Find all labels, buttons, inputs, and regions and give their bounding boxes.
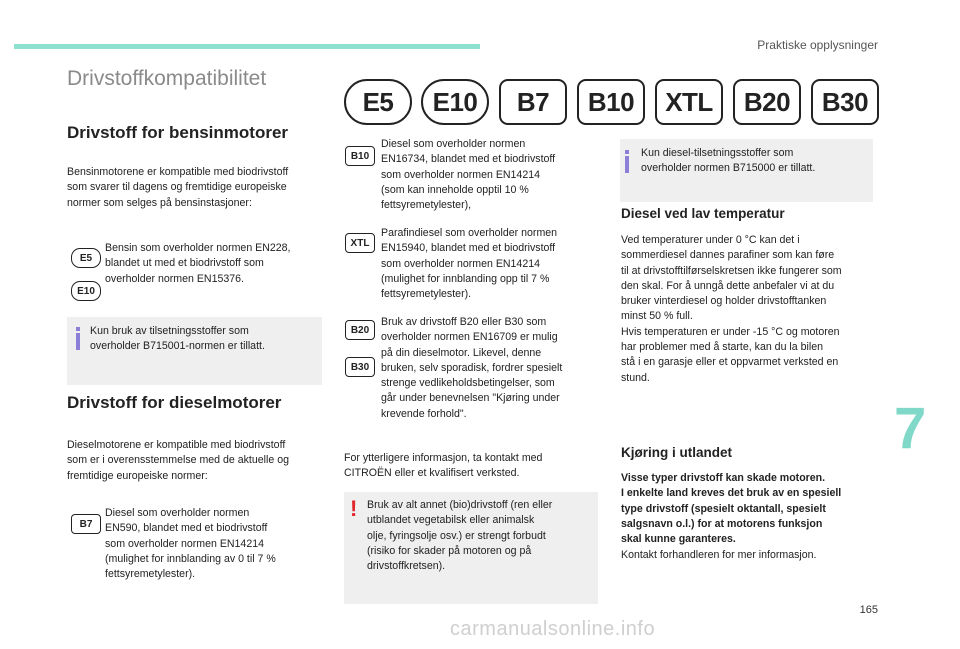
diesel-intro: Dieselmotorene er kompatible med biodrivstoff som er i overensstemmelse med de aktuelle og fremtidige europeiske normer: bbox=[67, 439, 289, 482]
header-accent-bar bbox=[14, 44, 480, 49]
low-temp-heading: Diesel ved lav temperatur bbox=[621, 206, 785, 221]
badge-e5: E5 bbox=[71, 248, 101, 268]
fuel-badge-xtl: XTL bbox=[655, 79, 723, 125]
badge-xtl: XTL bbox=[345, 233, 375, 253]
chapter-number: 7 bbox=[894, 396, 927, 461]
fuel-badge-b7: B7 bbox=[499, 79, 567, 125]
fuel-badge-b30: B30 bbox=[811, 79, 879, 125]
b20-b30-description: Bruk av drivstoff B20 eller B30 som overholder normen EN16709 er mulig på din dieselmotor. Likevel, denne bruken, selv sporadisk, fordrer spesielt strenge vedlikeholdsbetingelser, som går under benevnelsen "Kjøring under krevende forhold". bbox=[381, 316, 563, 420]
fuel-badge-b10: B10 bbox=[577, 79, 645, 125]
badge-e10: E10 bbox=[71, 281, 101, 301]
abroad-bold-text: Visse typer drivstoff kan skade motoren. I enkelte land kreves det bruk av en spesiell type drivstoff (spesielt oktantall, spesielt salgsnavn o.l.) for at motorens funksjon skal kunne garanteres. bbox=[621, 472, 842, 546]
petrol-additive-note bbox=[67, 317, 322, 385]
warning-icon: ! bbox=[350, 496, 358, 521]
page-title: Drivstoffkompatibilitet bbox=[67, 67, 267, 90]
note-text: Kun diesel-tilsetningsstoffer som overholder normen B715000 er tillatt. bbox=[641, 147, 816, 175]
diesel-heading: Drivstoff for dieselmotorer bbox=[67, 393, 282, 412]
badge-b10: B10 bbox=[345, 146, 375, 166]
fuel-badge-e10: E10 bbox=[421, 79, 489, 125]
more-info-text: For ytterligere informasjon, ta kontakt med CITROËN eller et kvalifisert verksted. bbox=[344, 452, 543, 480]
b10-description: Diesel som overholder normen EN16734, blandet med et biodrivstoff som overholder normen EN14214 (som kan inneholde opptil 10 % fettsyremetylester), bbox=[381, 138, 556, 212]
info-icon bbox=[76, 327, 80, 350]
page-number: 165 bbox=[859, 604, 878, 616]
watermark: carmanualsonline.info bbox=[450, 618, 656, 640]
b7-description: Diesel som overholder normen EN590, blandet med et biodrivstoff som overholder normen EN14214 (mulighet for innblanding av 0 til 7 % fettsyremetylester). bbox=[105, 507, 276, 581]
petrol-heading: Drivstoff for bensinmotorer bbox=[67, 123, 289, 142]
badge-b20: B20 bbox=[345, 320, 375, 340]
xtl-description: Parafindiesel som overholder normen EN15940, blandet med et biodrivstoff som overholder normen EN14214 (mulighet for innblanding opp til 7 % fettsyremetylester). bbox=[381, 227, 558, 301]
badge-b30: B30 bbox=[345, 357, 375, 377]
abroad-heading: Kjøring i utlandet bbox=[621, 445, 732, 460]
note-text: Kun bruk av tilsetningsstoffer som overholder B715001-normen er tillatt. bbox=[90, 325, 265, 353]
fuel-badge-b20: B20 bbox=[733, 79, 801, 125]
fuel-badge-e5: E5 bbox=[344, 79, 412, 125]
warning-text: Bruk av alt annet (bio)drivstoff (ren eller utblandet vegetabilsk eller animalsk olje, fyringsolje osv.) er strengt forbudt (risiko for skader på motoren og på drivstoffkretsen). bbox=[367, 499, 553, 573]
petrol-intro: Bensinmotorene er kompatible med biodrivstoff som svarer til dagens og fremtidige europeiske normer som selges på bensinstasjoner: bbox=[67, 166, 289, 209]
abroad-text: Kontakt forhandleren for mer informasjon. bbox=[621, 549, 817, 561]
petrol-description: Bensin som overholder normen EN228, blandet ut med et biodrivstoff som overholder normen EN15376. bbox=[105, 242, 291, 285]
badge-b7: B7 bbox=[71, 514, 101, 534]
low-temp-text: Ved temperaturer under 0 °C kan det i sommerdiesel dannes parafiner som kan føre til at drivstofftilførselskretsen ikke fungerer som den skal. For å unngå dette anbefaler vi at du bruker vinterdiesel og holder drivstofftanken minst 50 % full. Hvis temperaturen er under -15 °C og motoren har problemer med å starte, kan du la bilen stå i en garasje eller et oppvarmet verksted en stund. bbox=[621, 234, 842, 384]
fuel-warning-note bbox=[344, 492, 598, 604]
diesel-additive-note bbox=[620, 139, 873, 202]
section-header: Praktiske opplysninger bbox=[757, 38, 878, 52]
info-icon bbox=[625, 150, 629, 173]
